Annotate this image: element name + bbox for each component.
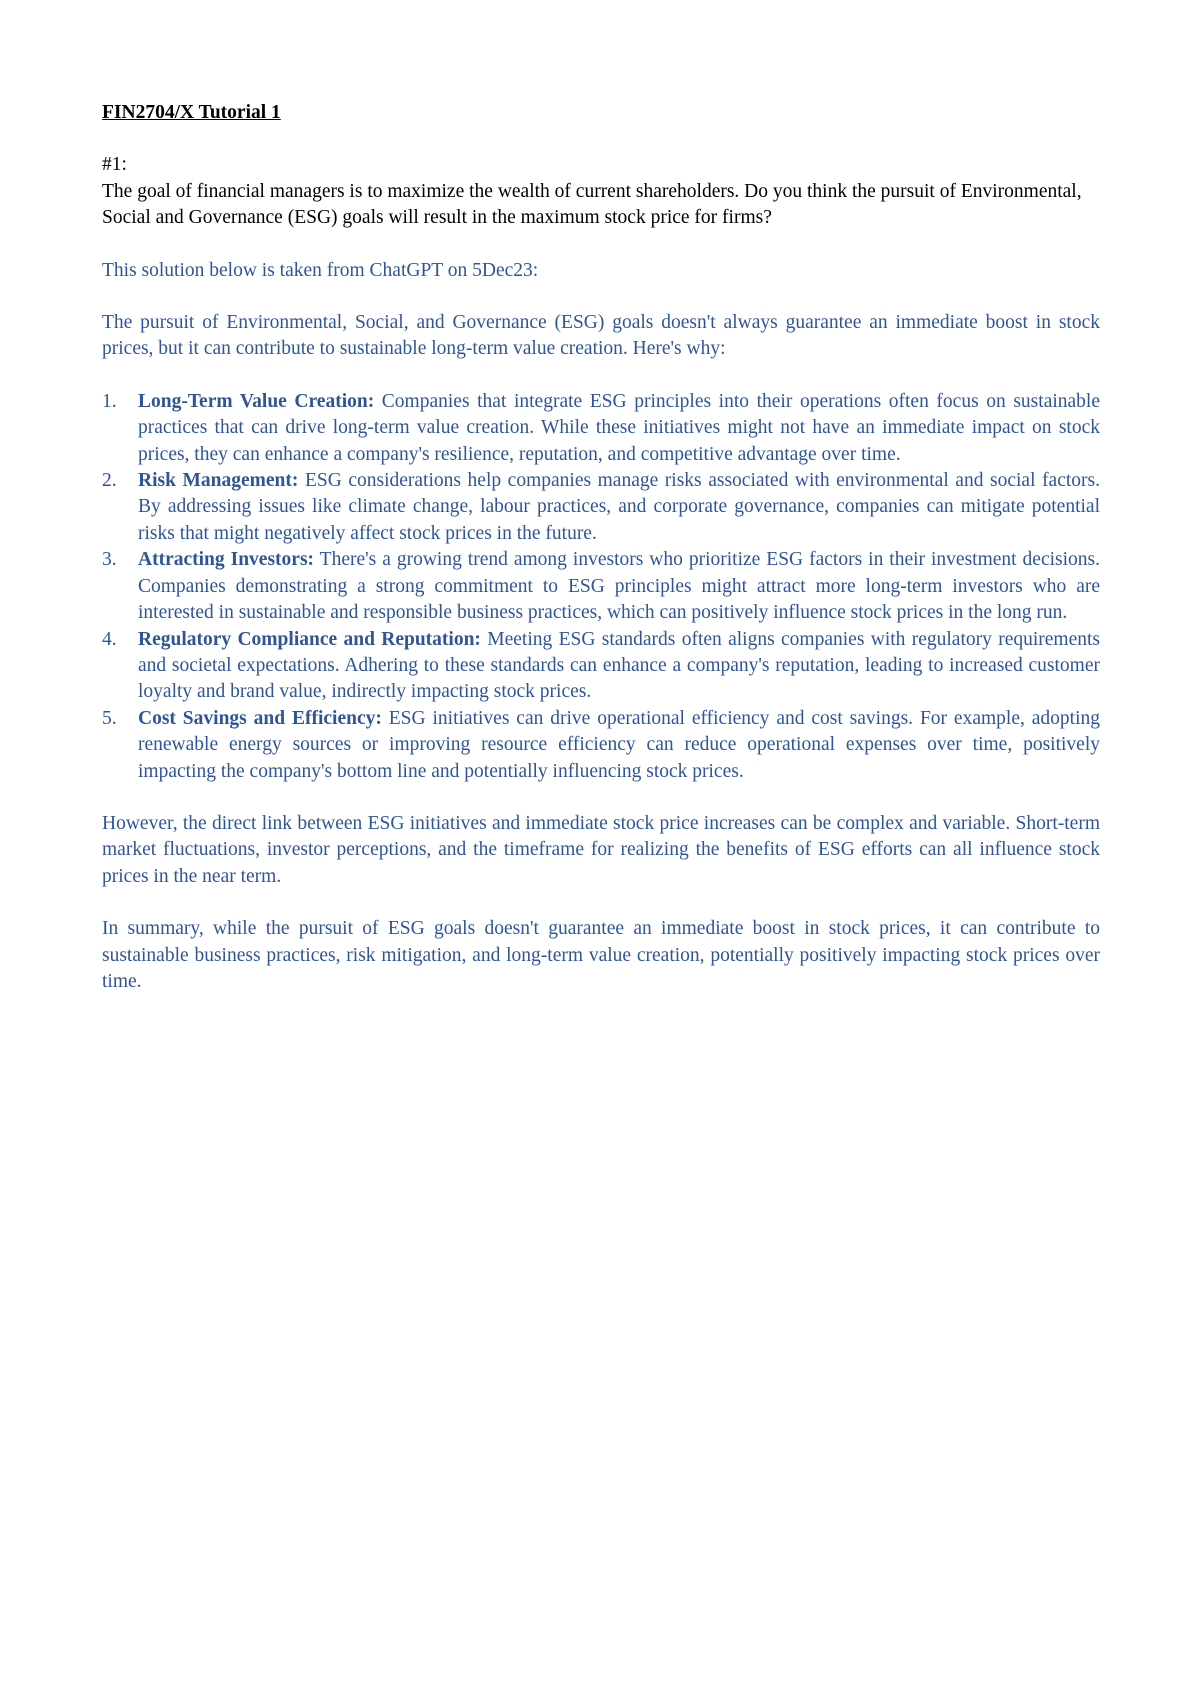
answer-intro: The pursuit of Environmental, Social, and Governance (ESG) goals doesn't always guarantee an immediate boost in stock prices, but it can contribute to sustainable long-term value creation. Here's why: (102, 312, 1100, 360)
source-note: This solution below is taken from ChatGPT on 5Dec23: (102, 259, 539, 281)
answer-points-list (102, 389, 1100, 785)
list-item-heading: Regulatory Compliance and Reputation: (138, 628, 481, 650)
list-item-text: Companies that integrate ESG principles into their operations often focus on sustainable practices that can drive long-term value creation. While these initiatives might not have an immediate impact on stock prices, they can enhance a company's resilience, reputation, and competitive advantage over time. (138, 390, 1100, 465)
list-item (102, 627, 1100, 706)
summary-paragraph: In summary, while the pursuit of ESG goals doesn't guarantee an immediate boost in stock prices, it can contribute to sustainable business practices, risk mitigation, and long-term value creation, potentially positively impacting stock prices over time. (102, 918, 1100, 992)
document-body (102, 100, 1100, 1021)
list-item (102, 547, 1100, 626)
list-item-number: 5. (102, 707, 117, 729)
list-item-text: There's a growing trend among investors who prioritize ESG factors in their investment decisions. Companies demonstrating a strong commitment to ESG principles might attract more long-term investors who are interested in sustainable and responsible business practices, which can positively influence stock prices in the long run. (138, 549, 1101, 624)
document-title: FIN2704/X Tutorial 1 (102, 102, 281, 123)
list-item (102, 706, 1100, 785)
list-item-heading: Long-Term Value Creation: (138, 390, 375, 412)
list-item-number: 1. (102, 390, 117, 412)
list-item-text: ESG initiatives can drive operational efficiency and cost savings. For example, adopting renewable energy sources or improving resource efficiency can reduce operational expenses over time, positively impacting the company's bottom line and potentially influencing stock prices. (138, 707, 1100, 782)
list-item-number: 3. (102, 549, 117, 571)
list-item-heading: Attracting Investors: (138, 549, 315, 571)
list-item (102, 468, 1100, 547)
list-item-heading: Cost Savings and Efficiency: (138, 707, 382, 729)
question-number: #1: (102, 154, 127, 176)
list-item (102, 389, 1100, 468)
list-item-text: Meeting ESG standards often aligns companies with regulatory requirements and societal expectations. Adhering to these standards can enhance a company's reputation, leading to increased customer loyalty and brand value, indirectly impacting stock prices. (138, 628, 1100, 703)
list-item-text: ESG considerations help companies manage risks associated with environmental and social factors. By addressing issues like climate change, labour practices, and corporate governance, companies can mitigate potential risks that might negatively affect stock prices in the future. (138, 470, 1100, 544)
however-paragraph: However, the direct link between ESG initiatives and immediate stock price increases can be complex and variable. Short-term market fluctuations, investor perceptions, and the timeframe for realizing the benefits of ESG efforts can all influence stock prices in the near term. (102, 812, 1100, 887)
list-item-number: 4. (102, 628, 117, 650)
list-item-number: 2. (102, 470, 117, 492)
list-item-heading: Risk Management: (138, 470, 299, 492)
question-text: The goal of financial managers is to maximize the wealth of current shareholders. Do you think the pursuit of Environmental, Social and Governance (ESG) goals will result in the maximum stock price for firms? (102, 180, 1082, 229)
